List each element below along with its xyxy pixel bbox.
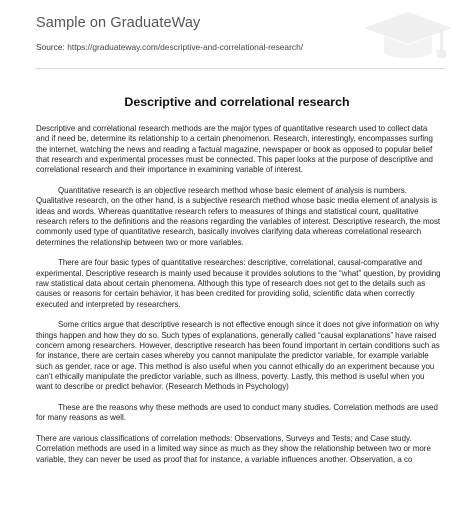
- paragraph: Quantitative research is an objective research method whose basic element of analysis is numbers. Qualitative research, on the other hand, is a subjective research method whose basic media element of analysis is ideas and words. Whereas quantitative research refers to measures of things and statistical count, qualitative research refers to the definitions and the reasons regarding the variables of interest. Descriptive research, the most commonly used type of quantitative research, basically involves clarifying data whereas correlational research determines the relationship between two or more variables.: [36, 186, 441, 247]
- paragraph: Some critics argue that descriptive research is not effective enough since it does not give information on why things happen and how they do so. Such types of explanations, generally called “causal explanations” have raised concern among researchers. However, descriptive research has been found important in certain conditions such as for instance, there are certain cases whereby you cannot manipulate the predictor variable, for example variable such as gender, race or age. This method is also useful when you cannot ethically do an experiment because you can’t ethically manipulate the predictor variable, such as illness, poverty. Lastly, this method is useful when you want to describe or predict behavior. (Research Methods in Psychology): [36, 320, 440, 392]
- document-body: [36, 124, 441, 475]
- source-line: [36, 42, 303, 52]
- paragraph: There are various classifications of correlation methods: Observations, Surveys and Tests; and Case study. Correlation methods are used in a limited way since as much as they show the relationship between two or more variable, they can never be used as proof that for instance, a variable influences another. Observation, a co: [36, 434, 431, 464]
- site-title: Sample on GraduateWay: [36, 15, 201, 31]
- paragraph: There are four basic types of quantitative researches: descriptive, correlational, causal-comparative and experimental. Descriptive research is mainly used because it provides solutions to the “what” question, by providing raw statistical data about certain phenomena. Although this type of research does not get to the details such as causes or reasons for certain behavior, it has been credited for providing solid, scientific data when correctly executed and interpreted by researchers.: [36, 258, 441, 309]
- graduation-cap-icon: [360, 8, 456, 66]
- paragraph: These are the reasons why these methods are used to conduct many studies. Correlation methods are used for many reasons as well.: [36, 403, 438, 423]
- source-label: Source:: [36, 42, 65, 52]
- paragraph: Descriptive and correlational research methods are the major types of quantitative research used to collect data and if need be, determine its relationship to a certain phenomenon. Research, interestingly, encompasses surfing the internet, watching the news and reading a factual magazine, newspaper or book as opposed to popular belief that research and experimental processes must be connected. This paper looks at the purpose of descriptive and correlational research and their importance in examining variable of interest.: [36, 124, 433, 175]
- header-divider: [36, 68, 446, 69]
- document-title: Descriptive and correlational research: [124, 95, 350, 109]
- page-header: [0, 0, 474, 67]
- source-link[interactable]: https://graduateway.com/descriptive-and-correlational-research/: [67, 42, 304, 52]
